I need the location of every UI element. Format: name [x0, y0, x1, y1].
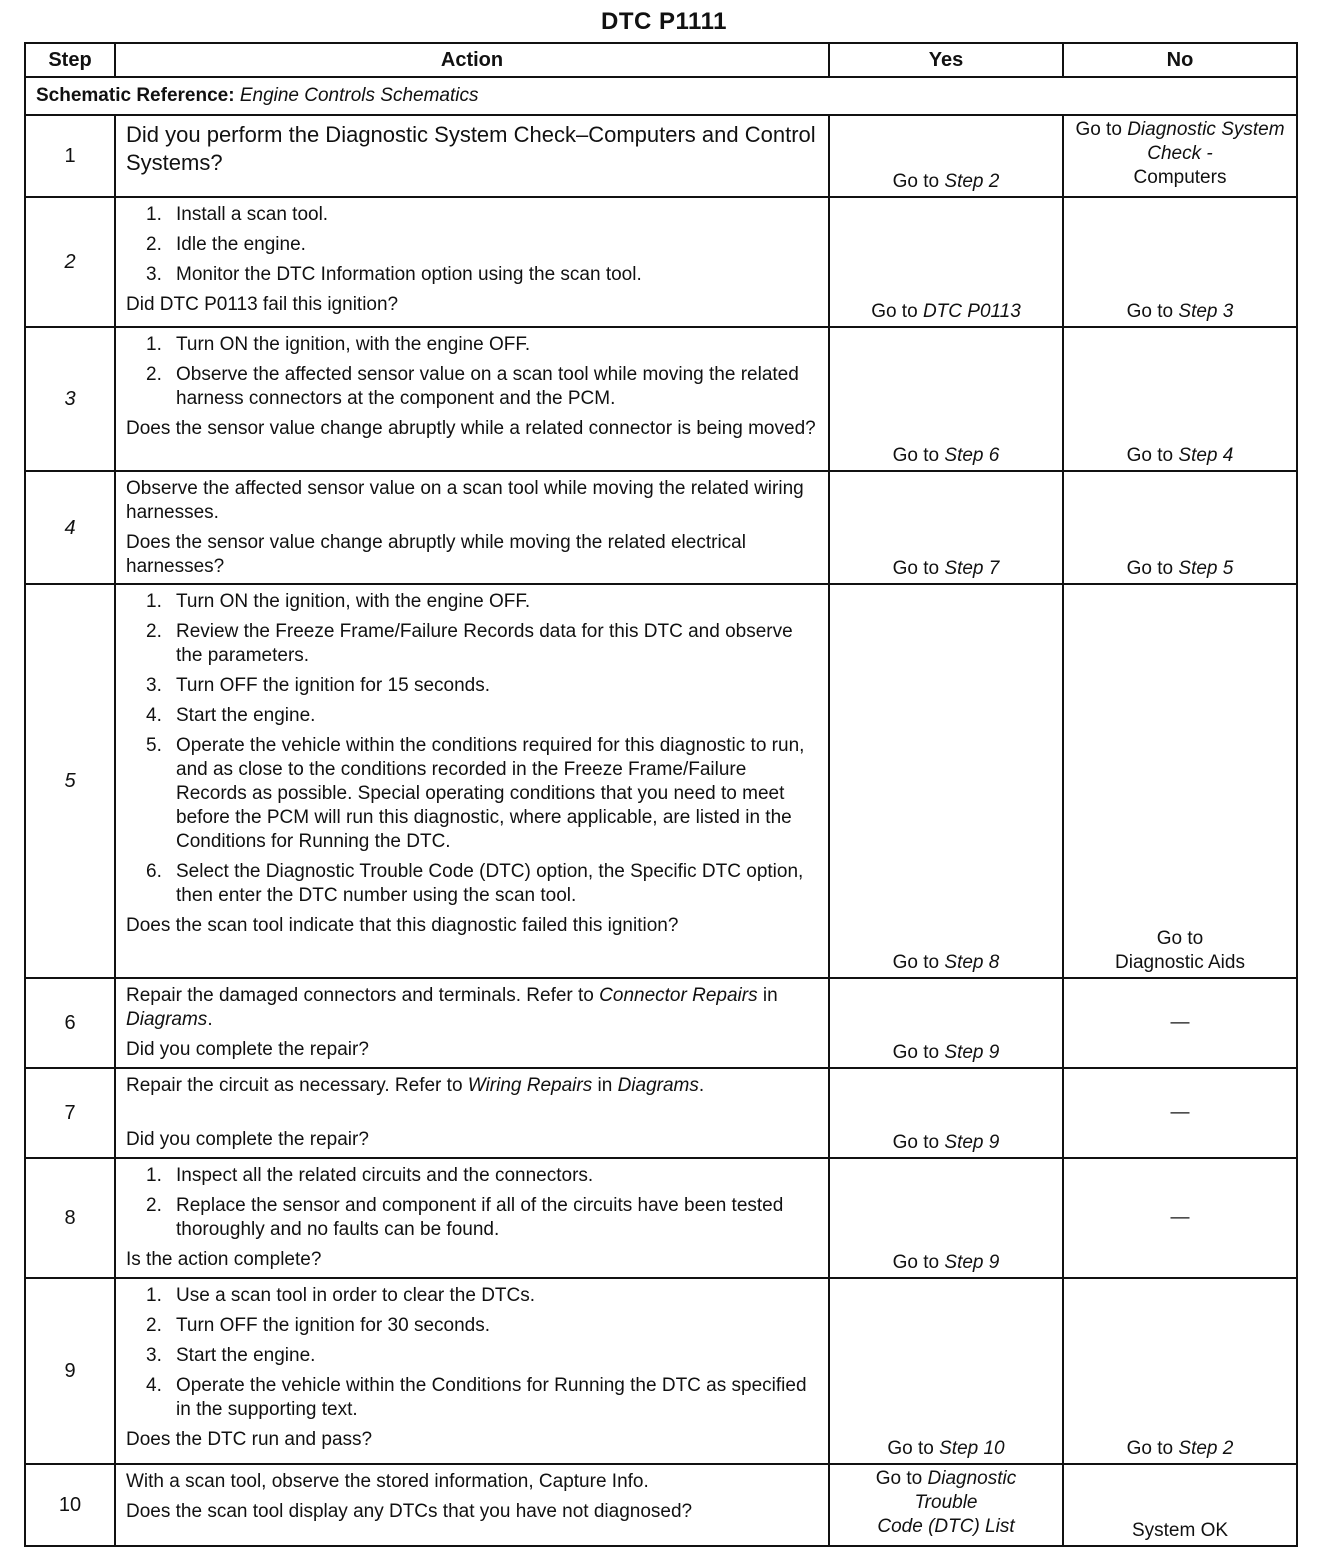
no-ref: Diagnostic System Check - — [1127, 119, 1285, 164]
no-line1: Go to — [1156, 928, 1204, 949]
action-cell — [115, 115, 829, 197]
no-cell: — — [1063, 978, 1297, 1068]
list-item: 4. Start the engine. — [146, 705, 316, 726]
yes-ref: Step 2 — [944, 171, 1000, 192]
list-item: 1. Turn ON the ignition, with the engine OFF. — [146, 591, 531, 612]
yes-ref: Step 9 — [944, 1252, 1000, 1273]
list-item: 1. Install a scan tool. — [146, 204, 329, 225]
no-ref: Step 4 — [1178, 445, 1234, 466]
table-row — [25, 197, 1297, 327]
table-row — [25, 1278, 1297, 1464]
yes-cell: Go to DTC P0113 — [829, 197, 1063, 327]
no-cell: Go to Step 3 — [1063, 197, 1297, 327]
schematic-row — [25, 77, 1297, 115]
table-row — [25, 1068, 1297, 1158]
yes-prefix: Go to — [892, 171, 940, 192]
step-question: Does the sensor value change abruptly while moving the related electrical harnesses? — [126, 532, 746, 577]
yes-cell: Go to Step 7 — [829, 471, 1063, 584]
step-question: Does the scan tool indicate that this diagnostic failed this ignition? — [126, 915, 679, 936]
no-cell — [1063, 584, 1297, 978]
instruction-list — [126, 1284, 820, 1422]
no-ref: Step 5 — [1178, 558, 1234, 579]
instruction-list — [126, 333, 820, 411]
no-prefix: Go to — [1075, 119, 1122, 140]
step-text: With a scan tool, observe the stored information, Capture Info. — [126, 1471, 649, 1492]
yes-ref: Diagnostic — [927, 1468, 1017, 1489]
yes-cell: Go to Step 9 — [829, 1068, 1063, 1158]
header-action: Action — [115, 43, 829, 77]
step-question: Did you complete the repair? — [126, 1039, 369, 1060]
no-suffix: Computers — [1133, 167, 1227, 188]
list-item: 1. Use a scan tool in order to clear the DTCs. — [146, 1285, 536, 1306]
yes-cell: Go to Diagnostic Trouble Code (DTC) List — [829, 1464, 1063, 1546]
list-item: 3. Turn OFF the ignition for 15 seconds. — [146, 675, 491, 696]
instruction-list — [126, 590, 820, 908]
step-number: 4 — [25, 471, 115, 584]
instruction-list — [126, 1164, 820, 1242]
list-item: 2. Idle the engine. — [146, 234, 306, 255]
schematic-reference — [25, 77, 1297, 115]
action-cell — [115, 584, 829, 978]
list-item: 1. Inspect all the related circuits and the connectors. — [146, 1165, 594, 1186]
yes-ref: DTC P0113 — [922, 301, 1021, 322]
table-row — [25, 115, 1297, 197]
action-cell — [115, 1158, 829, 1278]
list-item: 1. Turn ON the ignition, with the engine OFF. — [146, 334, 531, 355]
yes-ref: Step 6 — [944, 445, 1000, 466]
no-cell: System OK — [1063, 1464, 1297, 1546]
action-cell — [115, 327, 829, 471]
yes-ref: Step 10 — [939, 1438, 1005, 1459]
step-number: 5 — [25, 584, 115, 978]
list-item: 4. Operate the vehicle within the Conditions for Running the DTC as specified in the supporting text. — [146, 1375, 807, 1420]
step-text: Repair the circuit as necessary. Refer to Wiring Repairs in Diagrams. — [126, 1075, 705, 1096]
list-item: 3. Monitor the DTC Information option using the scan tool. — [146, 264, 642, 285]
schematic-label: Schematic Reference: — [36, 85, 235, 106]
step-number: 8 — [25, 1158, 115, 1278]
list-item: 6. Select the Diagnostic Trouble Code (DTC) option, the Specific DTC option, then enter the DTC number using the scan tool. — [146, 861, 804, 906]
table-row — [25, 584, 1297, 978]
yes-ref: Step 8 — [944, 952, 1000, 973]
step-number: 6 — [25, 978, 115, 1068]
no-cell — [1063, 115, 1297, 197]
no-cell: Go to Step 5 — [1063, 471, 1297, 584]
step-question: Did you complete the repair? — [126, 1129, 369, 1150]
action-cell — [115, 471, 829, 584]
step-question: Does the sensor value change abruptly while a related connector is being moved? — [126, 418, 816, 439]
step-question: Does the DTC run and pass? — [126, 1429, 373, 1450]
header-step: Step — [25, 43, 115, 77]
table-row — [25, 327, 1297, 471]
step-question: Does the scan tool display any DTCs that you have not diagnosed? — [126, 1501, 693, 1522]
header-no: No — [1063, 43, 1297, 77]
yes-ref: Step 9 — [944, 1042, 1000, 1063]
action-cell — [115, 1278, 829, 1464]
no-cell: — — [1063, 1158, 1297, 1278]
yes-cell — [829, 115, 1063, 197]
step-question: Did you perform the Diagnostic System Check–Computers and Control Systems? — [126, 122, 816, 175]
table-row — [25, 1158, 1297, 1278]
diagnostic-table — [24, 42, 1298, 1547]
page-title: DTC P1111 — [601, 8, 727, 35]
instruction-list — [126, 203, 820, 287]
action-cell — [115, 978, 829, 1068]
no-ref: Step 2 — [1178, 1438, 1234, 1459]
step-question: Is the action complete? — [126, 1249, 322, 1270]
header-yes: Yes — [829, 43, 1063, 77]
action-cell — [115, 197, 829, 327]
step-number: 9 — [25, 1278, 115, 1464]
step-number: 1 — [25, 115, 115, 197]
no-line2: Diagnostic Aids — [1115, 952, 1245, 973]
yes-cell: Go to Step 9 — [829, 1158, 1063, 1278]
step-text: Observe the affected sensor value on a scan tool while moving the related wiring harnesses. — [126, 478, 804, 523]
table-row — [25, 471, 1297, 584]
list-item: 2. Turn OFF the ignition for 30 seconds. — [146, 1315, 491, 1336]
no-cell: Go to Step 4 — [1063, 327, 1297, 471]
list-item: 5. Operate the vehicle within the conditions required for this diagnostic to run, and as close to the conditions recorded in the Freeze Frame/Failure Records as possible. Special operating conditions that you need to meet before the PCM will run this diagnostic, where applicable, are listed in the Conditions for Running the DTC. — [146, 735, 805, 852]
yes-ref: Step 9 — [944, 1132, 1000, 1153]
list-item: 3. Start the engine. — [146, 1345, 316, 1366]
step-number: 3 — [25, 327, 115, 471]
step-number: 7 — [25, 1068, 115, 1158]
yes-ref: Step 7 — [944, 558, 1000, 579]
table-row — [25, 1464, 1297, 1546]
no-cell: — — [1063, 1068, 1297, 1158]
action-cell — [115, 1464, 829, 1546]
no-cell: Go to Step 2 — [1063, 1278, 1297, 1464]
yes-cell: Go to Step 9 — [829, 978, 1063, 1068]
no-ref: Step 3 — [1178, 301, 1234, 322]
yes-cell: Go to Step 6 — [829, 327, 1063, 471]
list-item: 2. Observe the affected sensor value on a scan tool while moving the related harness connectors at the component and the PCM. — [146, 364, 799, 409]
step-text: Repair the damaged connectors and terminals. Refer to Connector Repairs in Diagrams. — [126, 985, 778, 1030]
schematic-value: Engine Controls Schematics — [239, 85, 479, 106]
yes-cell: Go to Step 8 — [829, 584, 1063, 978]
table-row — [25, 978, 1297, 1068]
yes-cell: Go to Step 10 — [829, 1278, 1063, 1464]
list-item: 2. Review the Freeze Frame/Failure Records data for this DTC and observe the parameters. — [146, 621, 793, 666]
action-cell — [115, 1068, 829, 1158]
step-number: 10 — [25, 1464, 115, 1546]
step-number: 2 — [25, 197, 115, 327]
step-question: Did DTC P0113 fail this ignition? — [126, 294, 399, 315]
header-row — [25, 43, 1297, 77]
list-item: 2. Replace the sensor and component if all of the circuits have been tested thoroughly and no faults can be found. — [146, 1195, 784, 1240]
